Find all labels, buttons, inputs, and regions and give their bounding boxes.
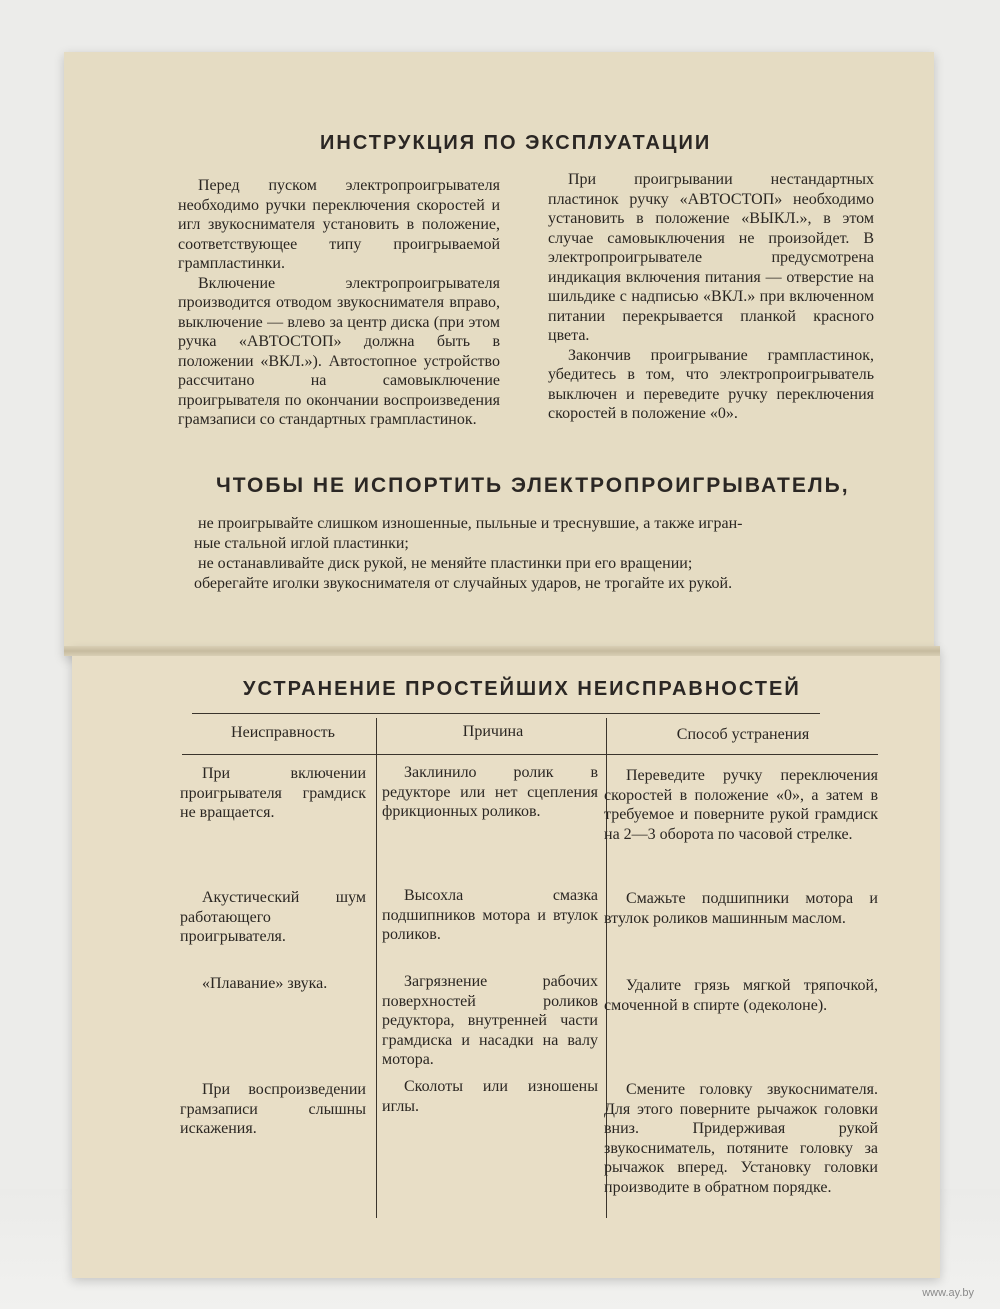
warning-line: не останавливайте диск рукой, не меняйте пластинки при его вращении;	[198, 555, 693, 572]
cell-text: «Плавание» звука.	[202, 975, 328, 992]
warning-list	[194, 514, 878, 594]
table-header-fault: Неисправность	[231, 724, 335, 741]
table-cell-remedy	[604, 889, 878, 928]
section-title-troubleshooting: УСТРАНЕНИЕ ПРОСТЕЙШИХ НЕИСПРАВНОСТЕЙ	[243, 678, 801, 700]
table-cell-remedy	[604, 766, 878, 844]
table-cell-cause	[382, 1077, 598, 1116]
table-header-rule	[182, 754, 878, 755]
table-header-cause: Причина	[462, 723, 524, 740]
operation-paragraph: Включение электропроигрывателя производится отводом звукоснимателя вправо, выключение — влево за центр диска (при этом ручка «АВТОСТОП» должна быть в положении «ВКЛ.»). Автостопное устройство рассчитано на самовыключение проигрывателя по окончании воспроизведения грамзаписи со стандартных грампластинок.	[178, 274, 500, 428]
cell-text: При воспроизведении грамзаписи слышны искажения.	[180, 1081, 366, 1137]
cell-text: Смажьте подшипники мотора и втулок роликов машинным маслом.	[604, 890, 878, 927]
watermark: www.ay.by	[922, 1287, 974, 1299]
table-cell-fault	[180, 1080, 366, 1139]
section-title-operation: ИНСТРУКЦИЯ ПО ЭКСПЛУАТАЦИИ	[320, 132, 712, 154]
page-fold	[64, 646, 940, 656]
cell-text: При включении проигрывателя грамдиск не вращается.	[180, 765, 366, 821]
cell-text: Сколоты или изношены иглы.	[382, 1078, 598, 1115]
operation-right-column	[548, 170, 874, 424]
cell-text: Смените головку звукоснимателя. Для этого поверните рычажок головки вниз. Придерживая рукой звукосниматель, потяните головку за рычажок вперед. Установку головки производите в обратном порядке.	[604, 1081, 878, 1196]
table-cell-fault	[180, 888, 366, 947]
table-header-remedy: Способ устранения	[676, 726, 810, 743]
table-cell-remedy	[604, 976, 878, 1015]
table-cell-cause	[382, 972, 598, 1070]
cell-text: Переведите ручку переключения скоростей в положение «0», а затем в требуемое и поверните рукой грамдиск на 2—3 оборота по часовой стрелке.	[604, 767, 878, 843]
table-divider	[376, 718, 377, 1218]
warning-line: не проигрывайте слишком изношенные, пыльные и треснувшие, а также игран-	[198, 515, 743, 532]
table-cell-cause	[382, 886, 598, 945]
cell-text: Удалите грязь мягкой тряпочкой, смоченной в спирте (одеколоне).	[604, 977, 878, 1014]
operation-paragraph: При проигрывании нестандартных пластинок ручку «АВТОСТОП» необходимо установить в положение «ВЫКЛ.», в этом случае самовыключения не произойдет. В электропроигрывателе предусмотрена индикация включения питания — отверстие на шильдике с надписью «ВКЛ.» при включенном питании перекрывается планкой красного цвета.	[548, 171, 874, 344]
operation-paragraph: Перед пуском электропроигрывателя необходимо ручки переключения скоростей и игл звукоснимателя установить в положение, соответствующее типу проигрываемой грампластинки.	[178, 177, 500, 272]
operation-paragraph: Закончив проигрывание грампластинок, убедитесь в том, что электропроигрыватель выключен и переведите ручку переключения скоростей в положение «0».	[548, 346, 874, 422]
warning-line: ные стальной иглой пластинки;	[194, 535, 409, 552]
warning-line: оберегайте иголки звукоснимателя от случайных ударов, не трогайте их рукой.	[194, 575, 733, 592]
table-cell-fault	[180, 974, 366, 994]
table-cell-fault	[180, 764, 366, 823]
operation-left-column	[178, 176, 500, 430]
section-title-warning: ЧТОБЫ НЕ ИСПОРТИТЬ ЭЛЕКТРОПРОИГРЫВАТЕЛЬ,	[216, 474, 850, 497]
cell-text: Загрязнение рабочих поверхностей роликов редуктора, внутренней части грамдиска и насадки на валу мотора.	[382, 973, 598, 1068]
cell-text: Высохла смазка подшипников мотора и втулок роликов.	[382, 887, 598, 943]
table-cell-remedy	[604, 1080, 878, 1197]
cell-text: Заклинило ролик в редукторе или нет сцепления фрикционных роликов.	[382, 764, 598, 820]
table-top-rule	[192, 713, 820, 714]
table-cell-cause	[382, 763, 598, 822]
cell-text: Акустический шум работающего проигрывателя.	[180, 889, 366, 945]
